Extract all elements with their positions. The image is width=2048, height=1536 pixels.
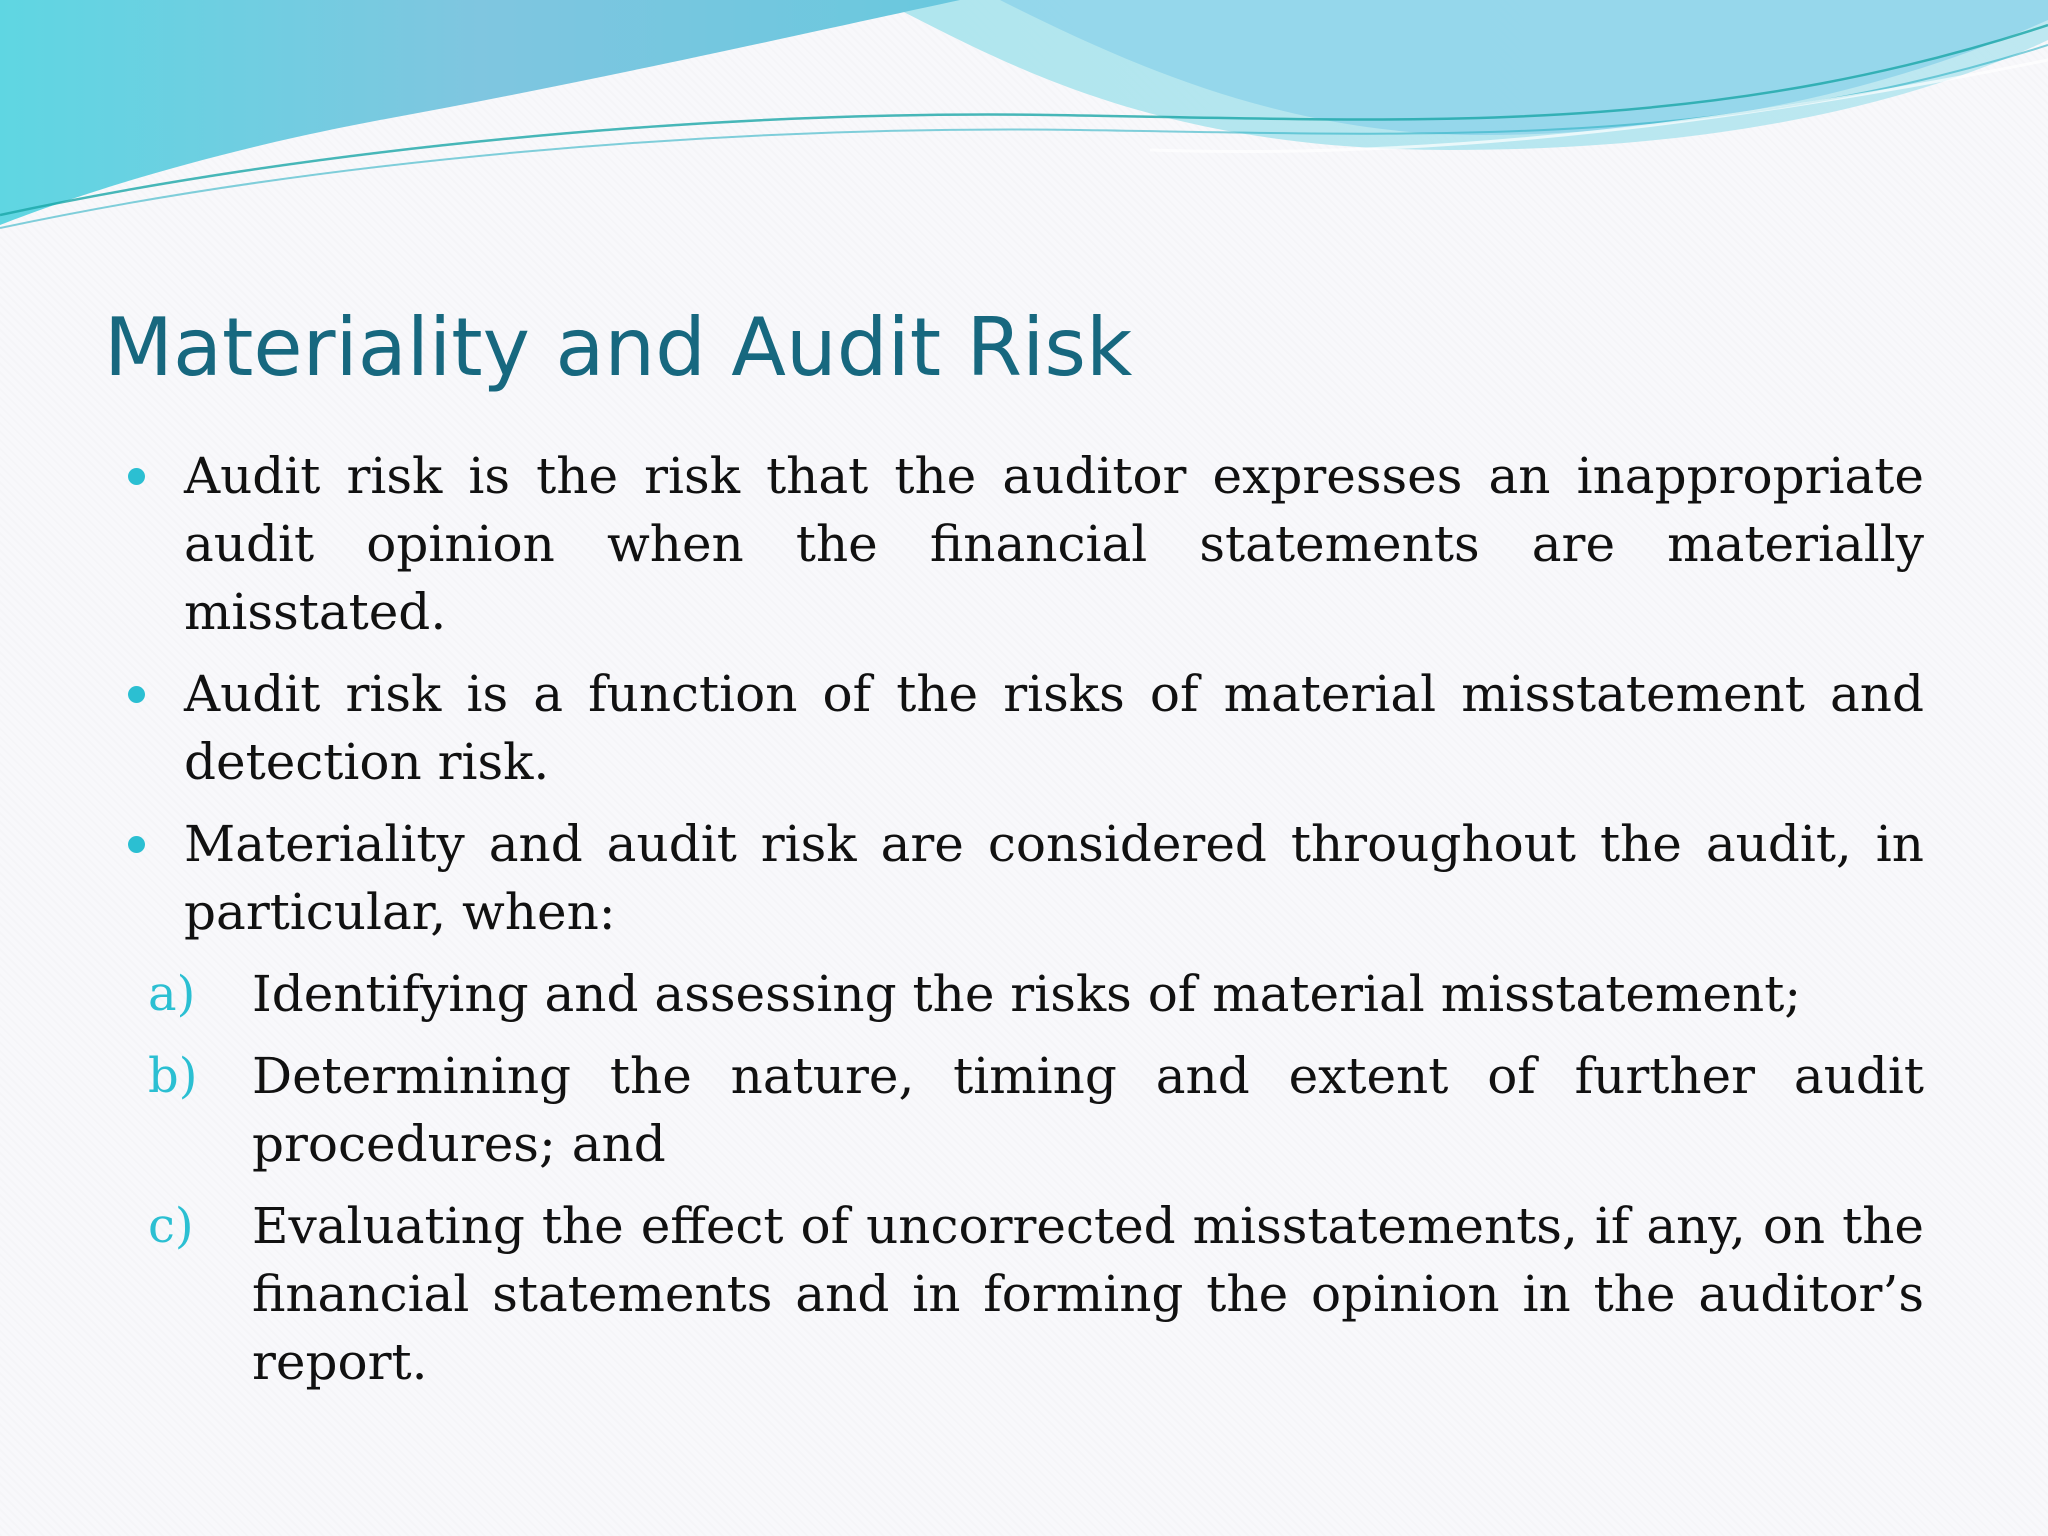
lettered-item: [124, 1042, 1924, 1178]
wave-band-left: [0, 0, 960, 225]
bullet-item: [124, 442, 1924, 646]
slide-title: Materiality and Audit Risk: [104, 301, 1133, 394]
lettered-text: Identifying and assessing the risks of material misstatement;: [252, 965, 1802, 1023]
slide-body: [124, 442, 1924, 1410]
bullet-dot-icon: [128, 686, 145, 703]
item-letter: c): [148, 1198, 194, 1254]
bullet-dot-icon: [128, 836, 145, 853]
bullet-text: Materiality and audit risk are considered throughout the audit, in particular, when:: [184, 815, 1924, 941]
lettered-item: [124, 1192, 1924, 1396]
bullet-item: [124, 660, 1924, 796]
lettered-text: Evaluating the effect of uncorrected misstatements, if any, on the financial statements and in forming the opinion in the auditor’s report.: [252, 1197, 1924, 1391]
bullet-dot-icon: [128, 468, 145, 485]
lettered-item: [124, 960, 1924, 1028]
item-letter: b): [148, 1048, 198, 1104]
item-letter: a): [148, 966, 196, 1022]
bullet-text: Audit risk is a function of the risks of material misstatement and detection risk.: [184, 665, 1924, 791]
bullet-item: [124, 810, 1924, 946]
bullet-text: Audit risk is the risk that the auditor expresses an inappropriate audit opinion when the financial statements are materially misstated.: [184, 447, 1924, 641]
decorative-wave-header: [0, 0, 2048, 240]
lettered-text: Determining the nature, timing and extent of further audit procedures; and: [252, 1047, 1924, 1173]
